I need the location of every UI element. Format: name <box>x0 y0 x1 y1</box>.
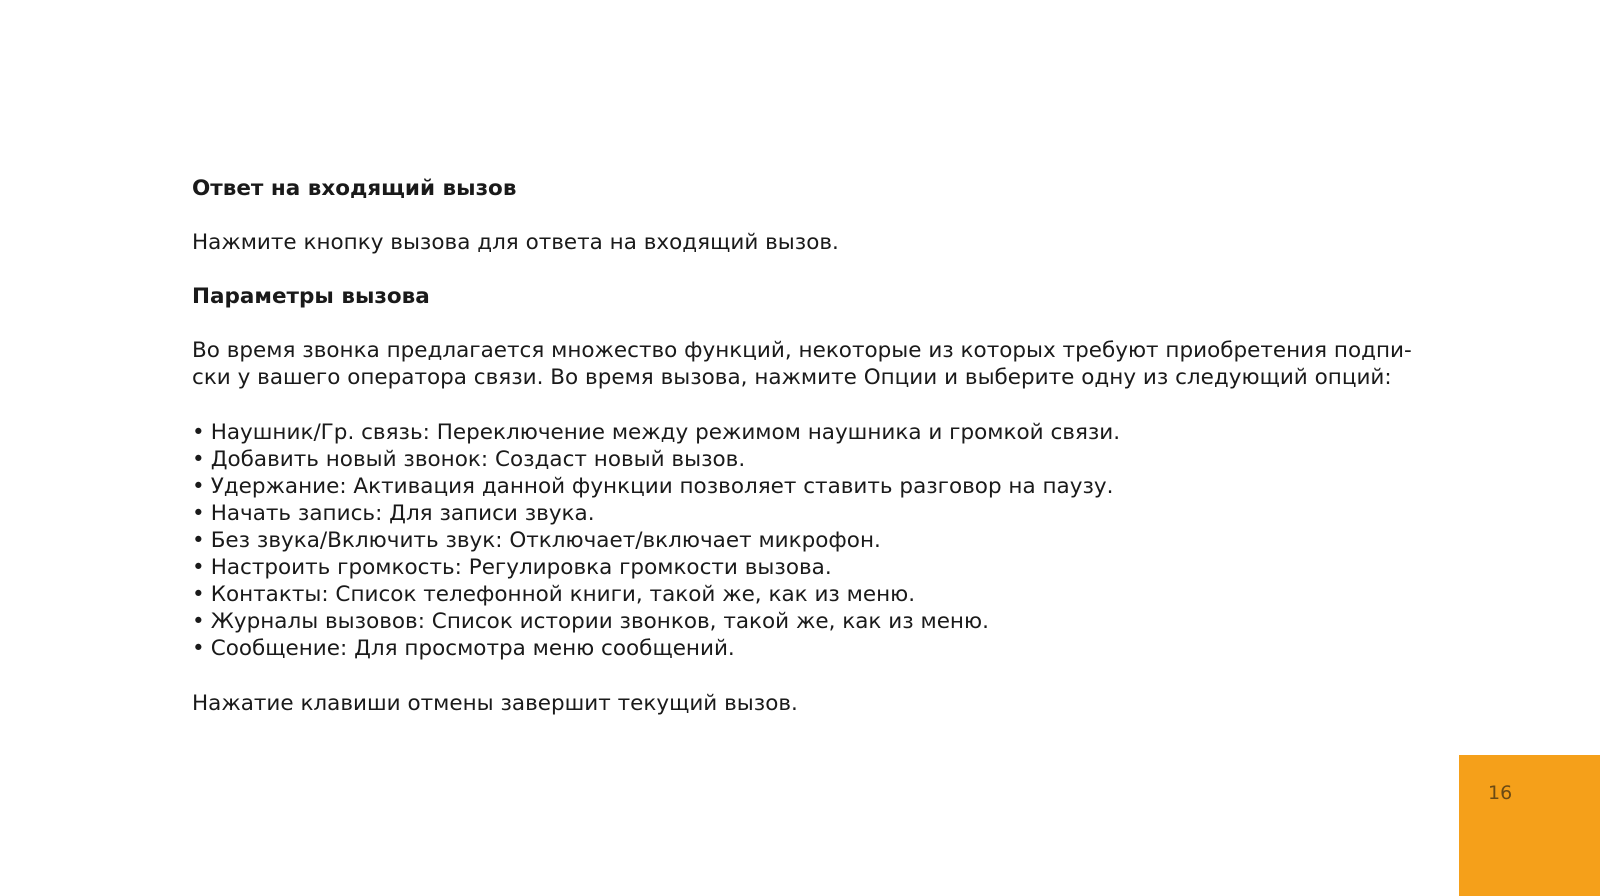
list-item <box>192 581 1422 608</box>
list-item-text: Сообщение: Для просмотра меню сообщений. <box>210 636 735 661</box>
list-item-text: Удержание: Активация данной функции позволяет ставить разговор на паузу. <box>210 474 1114 499</box>
list-item <box>192 554 1422 581</box>
call-params-intro <box>192 337 1422 391</box>
page-number-tab <box>1459 755 1600 896</box>
bullet-icon: • <box>192 420 205 445</box>
list-item <box>192 527 1422 554</box>
list-item <box>192 608 1422 635</box>
list-item-text: Настроить громкость: Регулировка громкости вызова. <box>210 555 832 580</box>
bullet-icon: • <box>192 582 205 607</box>
list-item <box>192 635 1422 662</box>
list-item-text: Добавить новый звонок: Создаст новый вызов. <box>210 447 746 472</box>
bullet-icon: • <box>192 555 205 580</box>
list-item-text: Журналы вызовов: Список истории звонков, такой же, как из меню. <box>210 609 989 634</box>
bullet-icon: • <box>192 528 205 553</box>
manual-content <box>192 175 1422 717</box>
bullet-icon: • <box>192 636 205 661</box>
section-title-answer: Ответ на входящий вызов <box>192 176 517 201</box>
cancel-instruction: Нажатие клавиши отмены завершит текущий вызов. <box>192 691 798 716</box>
list-item <box>192 500 1422 527</box>
list-item <box>192 419 1422 446</box>
call-params-intro-line1: Во время звонка предлагается множество функций, некоторые из которых требуют приобретения подпи- <box>192 338 1412 363</box>
call-params-intro-line2: ски у вашего оператора связи. Во время вызова, нажмите Опции и выберите одну из следующий опций: <box>192 365 1392 390</box>
bullet-icon: • <box>192 501 205 526</box>
bullet-icon: • <box>192 447 205 472</box>
answer-instruction: Нажмите кнопку вызова для ответа на входящий вызов. <box>192 230 839 255</box>
page-number: 16 <box>1488 782 1513 804</box>
list-item-text: Наушник/Гр. связь: Переключение между режимом наушника и громкой связи. <box>210 420 1121 445</box>
list-item-text: Контакты: Список телефонной книги, такой же, как из меню. <box>210 582 916 607</box>
section-title-call-params: Параметры вызова <box>192 284 430 309</box>
list-item-text: Без звука/Включить звук: Отключает/включает микрофон. <box>210 528 881 553</box>
bullet-icon: • <box>192 474 205 499</box>
bullet-icon: • <box>192 609 205 634</box>
list-item <box>192 446 1422 473</box>
list-item <box>192 473 1422 500</box>
call-options-list <box>192 419 1422 662</box>
list-item-text: Начать запись: Для записи звука. <box>210 501 595 526</box>
